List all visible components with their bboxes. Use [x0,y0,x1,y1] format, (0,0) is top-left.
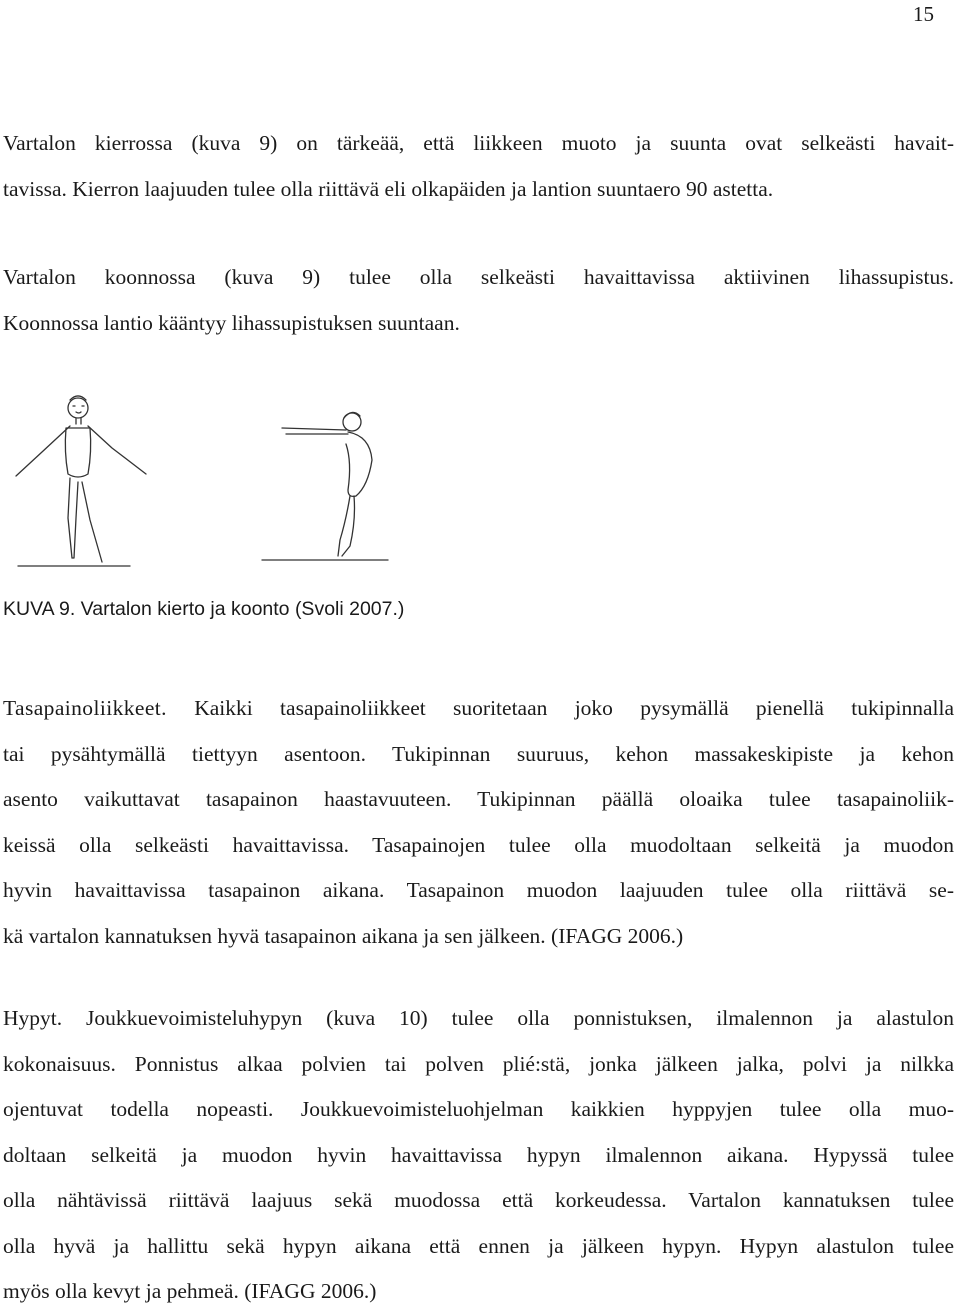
torso-outline [346,432,372,496]
text-line [3,686,954,732]
gymnast-contraction-sketch [258,400,390,572]
text-line: olla nähtävissä riittävä laajuus sekä muodossa että korkeudessa. Vartalon kannatuksen tulee [3,1188,954,1212]
text-line: keissä olla selkeästi havaittavissa. Tasapainojen tulee olla muodoltaan selkeitä ja muodon [3,832,954,857]
paragraph-body-contraction [3,254,954,346]
torso-outline [65,428,90,477]
text-line: kä vartalon kannatuksen hyvä tasapainon aikana ja sen jälkeen. (IFAGG 2006.) [3,923,684,948]
section-lead: Tasapainoliikkeet. [3,696,167,720]
text-line: ojentuvat todella nopeasti. Joukkuevoimisteluohjelman kaikkien hyppyjen tulee olla muo- [3,1097,954,1121]
text-line: Vartalon kierrossa (kuva 9) on tärkeää, että liikkeen muoto ja suunta ovat selkeästi havait- [3,131,954,155]
text-line: olla hyvä ja hallittu sekä hypyn aikana että ennen ja jälkeen hypyn. Hypyn alastulon tulee [3,1233,954,1258]
text-line: Hypyt. Joukkuevoimisteluhypyn (kuva 10) tulee olla ponnistuksen, ilmalennon ja alastulon [3,1006,954,1030]
text-line: tavissa. Kierron laajuuden tulee olla riittävä eli olkapäiden ja lantion suuntaero 90 astetta. [3,177,774,201]
head-outline [68,398,88,418]
text-line: kokonaisuus. Ponnistus alkaa polvien tai polven plié:stä, jonka jälkeen jalka, polvi ja nilkka [3,1051,954,1076]
paragraph-body-jumps [3,996,954,1315]
text-line: myös olla kevyt ja pehmeä. (IFAGG 2006.) [3,1279,377,1303]
figure-caption: KUVA 9. Vartalon kierto ja koonto (Svoli 2007.) [3,598,405,620]
text-line: Koonnossa lantio kääntyy lihassupistuksen suuntaan. [3,311,460,335]
text-line: Vartalon koonnossa (kuva 9) tulee olla selkeästi havaittavissa aktiivinen lihassupistus. [3,265,954,289]
text-line: asento vaikuttavat tasapainon haastavuuteen. Tukipinnan päällä oloaika tulee tasapainoliik- [3,787,954,811]
text-line: doltaan selkeitä ja muodon hyvin havaittavissa hypyn ilmalennon aikana. Hypyssä tulee [3,1142,954,1167]
paragraph-body-balances [3,686,954,959]
text-fragment: Kaikki tasapainoliikkeet suoritetaan joko pysymällä pienellä tukipinnalla [166,696,954,720]
text-line: hyvin havaittavissa tasapainon aikana. Tasapainon muodon laajuuden tulee olla riittävä se- [3,878,954,902]
gymnast-rotation-sketch [6,390,166,582]
paragraph-body-rotation [3,120,954,212]
page-number: 15 [913,2,934,26]
text-line: tai pysähtymällä tiettyyn asentoon. Tukipinnan suuruus, kehon massakeskipiste ja kehon [3,741,954,766]
